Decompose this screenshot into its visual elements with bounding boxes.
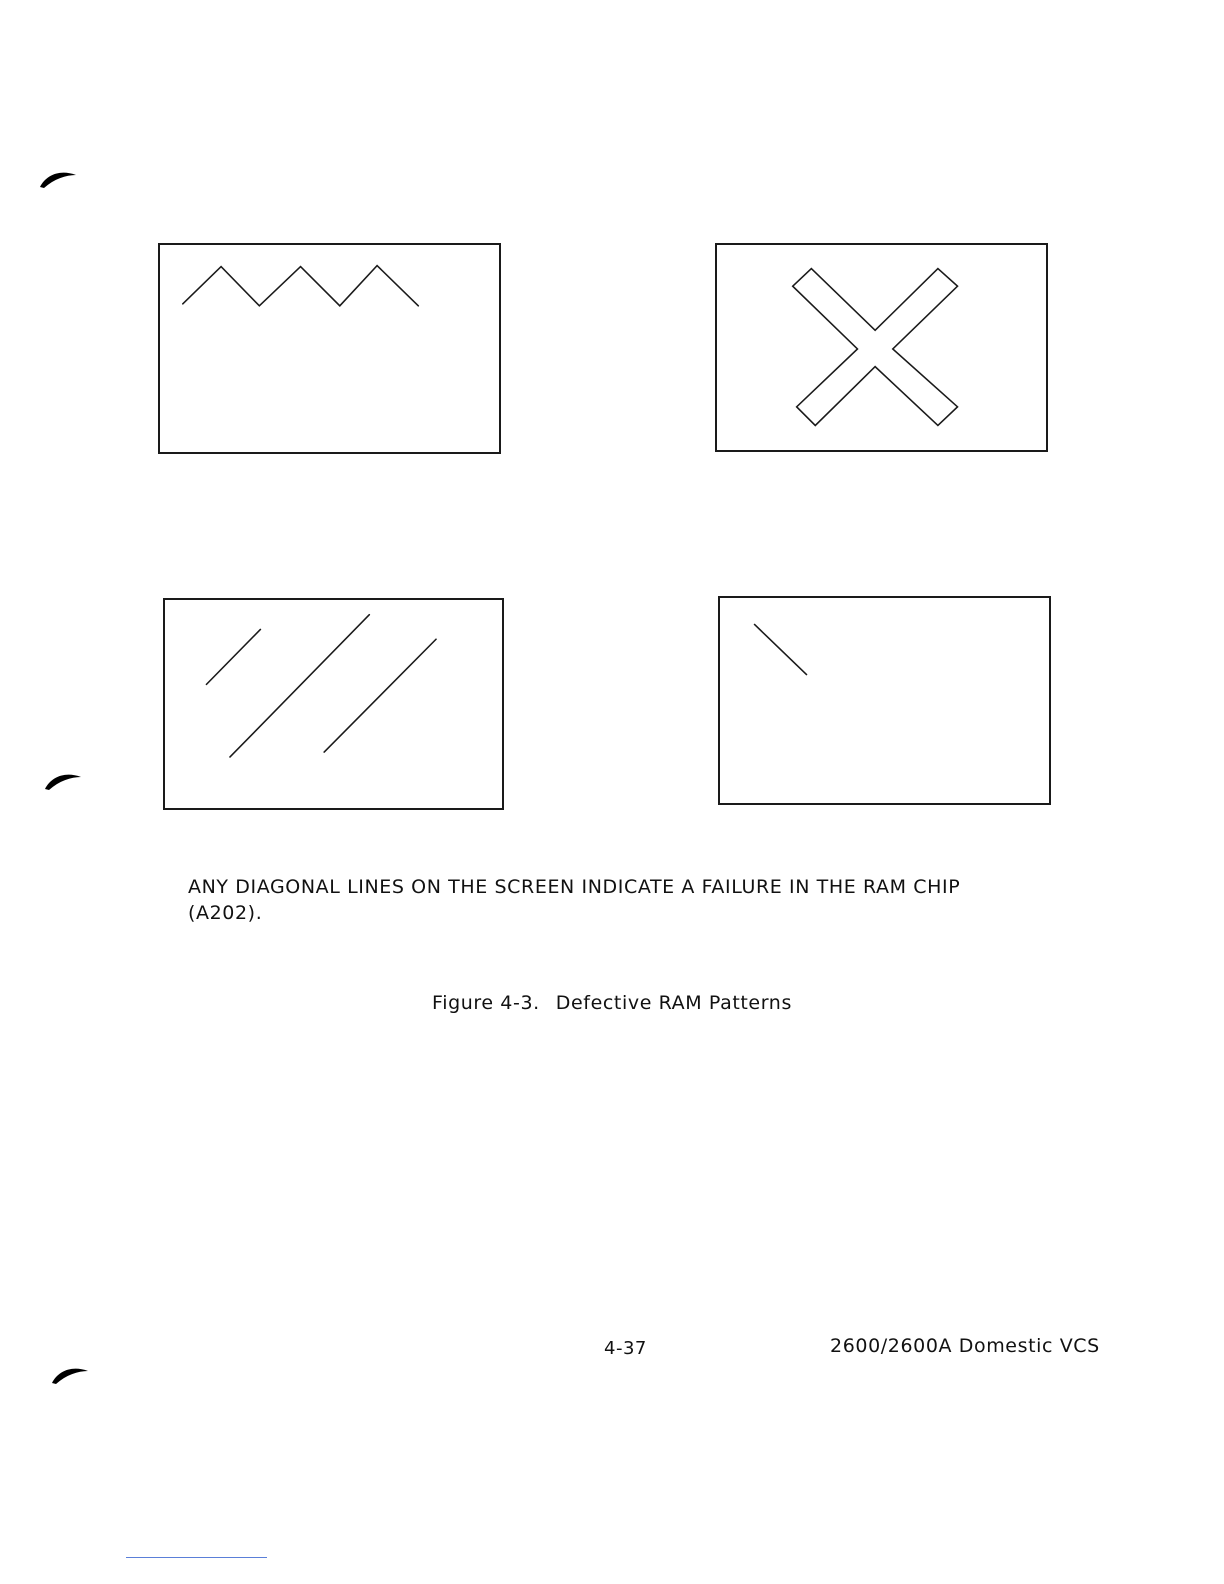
screen-pattern-single-diagonal (718, 596, 1051, 805)
screen-pattern-zigzag (158, 243, 501, 454)
document-title: 2600/2600A Domestic VCS (830, 1335, 1100, 1357)
binder-hole-mark-bottom (50, 1363, 90, 1385)
note-line-2: (A202). (188, 902, 263, 924)
screen-pattern-parallel-diagonals (163, 598, 504, 810)
x-shape (717, 245, 1046, 450)
single-diagonal-line (720, 598, 1049, 803)
screen-pattern-x (715, 243, 1048, 452)
figure-title: Defective RAM Patterns (555, 992, 792, 1014)
diagnostic-note (188, 874, 1088, 926)
binder-hole-mark-top (38, 167, 78, 189)
note-line-1: ANY DIAGONAL LINES ON THE SCREEN INDICATE A FAILURE IN THE RAM CHIP (188, 876, 961, 898)
binder-hole-mark-middle (43, 769, 83, 791)
bottom-rule-line (126, 1557, 267, 1558)
figure-label: Figure 4-3. (432, 992, 540, 1014)
figure-caption (0, 992, 1224, 1014)
page-number: 4-37 (604, 1338, 647, 1359)
diagonal-lines (165, 600, 502, 808)
zigzag-lines (160, 245, 499, 452)
